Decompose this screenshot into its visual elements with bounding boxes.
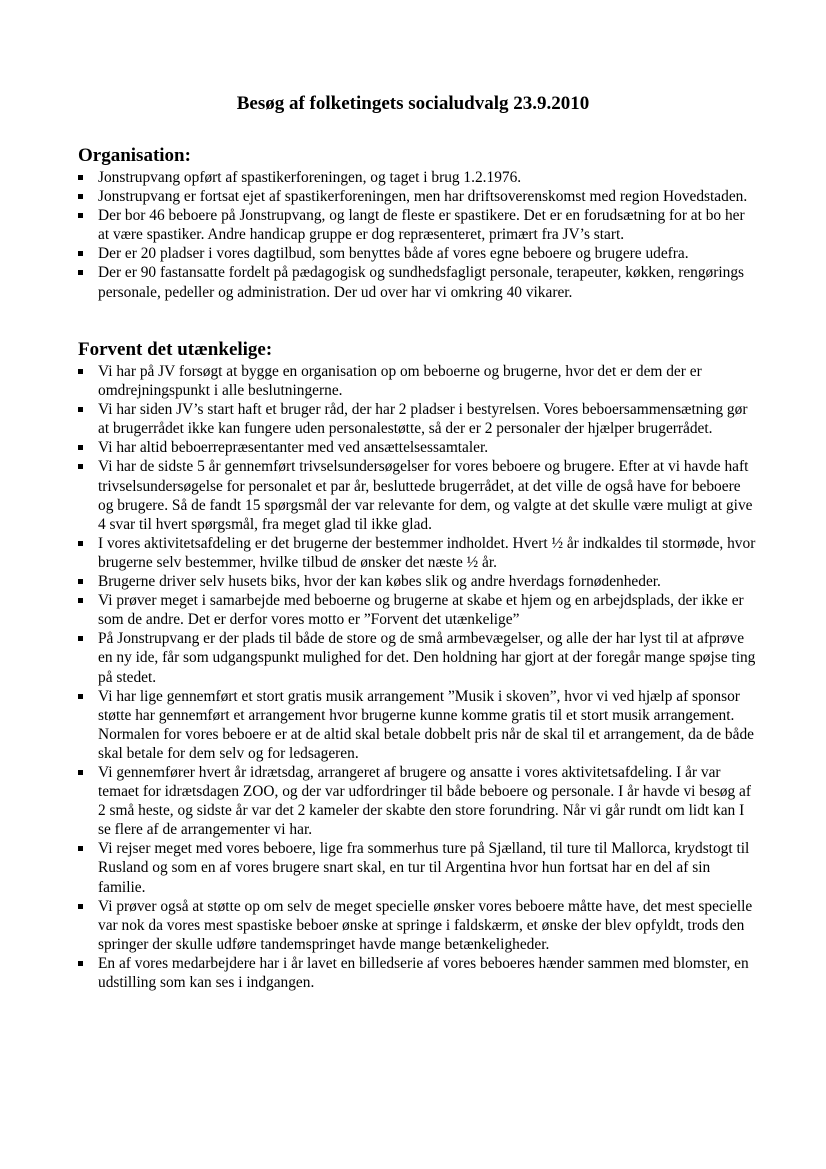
list-item: Der er 20 pladser i vores dagtilbud, som benyttes både af vores egne beboere og brugere udefra. <box>78 244 758 263</box>
bullet-list <box>78 168 758 302</box>
list-item: Brugerne driver selv husets biks, hvor der kan købes slik og andre hverdags fornødenheder. <box>78 572 758 591</box>
list-item: Vi har siden JV’s start haft et bruger råd, der har 2 pladser i bestyrelsen. Vores beboersammensætning gør at brugerrådet ikke kan fungere uden personalestøtte, så der er 2 personaler der hjælper brugerrådet. <box>78 400 758 438</box>
list-item: Der bor 46 beboere på Jonstrupvang, og langt de fleste er spastikere. Det er en forudsætning for at bo her at være spastiker. Andre handicap gruppe er dog repræsenteret, primært fra JV’s start. <box>78 206 758 244</box>
list-item: Vi prøver også at støtte op om selv de meget specielle ønsker vores beboere måtte have, det mest specielle var nok da vores mest spastiske beboer ønske at springe i faldskærm, et ønske der blev opfyldt, trods den springer der skulle udføre tandemspringet havde mange betænkeligheder. <box>78 897 758 954</box>
list-item: Vi har lige gennemført et stort gratis musik arrangement ”Musik i skoven”, hvor vi ved hjælp af sponsor støtte har gennemført et arrangement hvor brugerne kunne komme gratis til et stort musik arrangement. Normalen for vores beboere er at de altid skal betale dobbelt pris når de skal til et arrangement, da de både skal betale for dem selv og for ledsageren. <box>78 687 758 763</box>
list-item: Vi har de sidste 5 år gennemført trivselsundersøgelser for vores beboere og brugere. Efter at vi havde haft trivselsundersøgelse for personalet et par år, besluttede brugerrådet, at det ville de også have for beboere og brugere. Så de fandt 15 spørgsmål der var relevante for dem, og valgte at det skulle være muligt at give 4 svar til hvert spørgsmål, fra meget glad til ikke glad. <box>78 457 758 533</box>
section-forvent-det-utaenkelige <box>78 338 758 992</box>
list-item: Jonstrupvang opført af spastikerforeningen, og taget i brug 1.2.1976. <box>78 168 758 187</box>
list-item: Vi gennemfører hvert år idrætsdag, arrangeret af brugere og ansatte i vores aktivitetsafdeling. I år var temaet for idrætsdagen ZOO, og der var udfordringer til både beboere og personale. I år havde vi besøg af 2 små heste, og sidste år var det 2 kameler der skabte den store forundring. Når vi går rundt om lidt kan I se flere af de arrangementer vi har. <box>78 763 758 839</box>
list-item: På Jonstrupvang er der plads til både de store og de små armbevægelser, og alle der har lyst til at afprøve en ny ide, får som udgangspunkt mulighed for det. Den holdning har gjort at der foregår mange spøjse ting på stedet. <box>78 629 758 686</box>
list-item: Vi har på JV forsøgt at bygge en organisation op om beboerne og brugerne, hvor det er dem der er omdrejningspunkt i alle beslutningerne. <box>78 362 758 400</box>
section-heading: Organisation: <box>78 145 191 166</box>
list-item: Vi rejser meget med vores beboere, lige fra sommerhus ture på Sjælland, til ture til Mallorca, krydstogt til Rusland og som en af vores brugere snart skal, en tur til Argentina hvor hun fortsat har en del af sin familie. <box>78 839 758 896</box>
list-item: Der er 90 fastansatte fordelt på pædagogisk og sundhedsfagligt personale, terapeuter, køkken, rengørings personale, pedeller og administration. Der ud over har vi omkring 40 vikarer. <box>78 263 758 301</box>
bullet-list <box>78 362 758 992</box>
section-organisation <box>78 144 758 302</box>
section-heading: Forvent det utænkelige: <box>78 339 273 360</box>
list-item: I vores aktivitetsafdeling er det brugerne der bestemmer indholdet. Hvert ½ år indkaldes til stormøde, hvor brugerne selv bestemmer, hvilke tilbud de ønsker det næste ½ år. <box>78 534 758 572</box>
list-item: Jonstrupvang er fortsat ejet af spastikerforeningen, men har driftsoverenskomst med region Hovedstaden. <box>78 187 758 206</box>
list-item: Vi prøver meget i samarbejde med beboerne og brugerne at skabe et hjem og en arbejdsplads, der ikke er som de andre. Det er derfor vores motto er ”Forvent det utænkelige” <box>78 591 758 629</box>
list-item: En af vores medarbejdere har i år lavet en billedserie af vores beboeres hænder sammen med blomster, en udstilling som kan ses i indgangen. <box>78 954 758 992</box>
list-item: Vi har altid beboerrepræsentanter med ved ansættelsessamtaler. <box>78 438 758 457</box>
page-title: Besøg af folketingets socialudvalg 23.9.2010 <box>236 93 590 114</box>
